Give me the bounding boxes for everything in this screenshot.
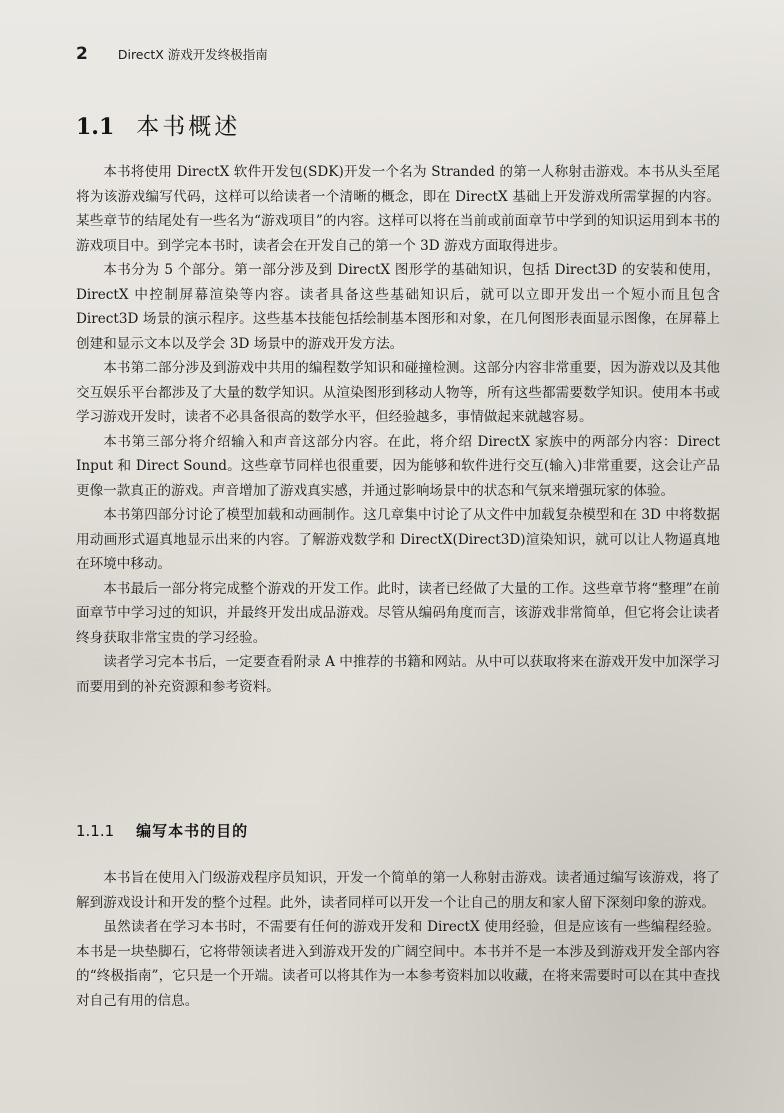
section-title: 本书概述 [136,114,241,140]
paragraph: 本书旨在使用入门级游戏程序员知识，开发一个简单的第一人称射击游戏。读者通过编写该游戏，将了解到游戏设计和开发的整个过程。此外，读者同样可以开发一个让自己的朋友和家人留下深刻印象的游戏。 [76,870,720,911]
section-body [76,160,720,699]
subsection-number: 1.1.1 [76,822,115,840]
page-number: 2 [76,44,88,64]
paragraph: 虽然读者在学习本书时，不需要有任何的游戏开发和 DirectX 使用经验，但是应该有一些编程经验。本书是一块垫脚石，它将带领读者进入到游戏开发的广阔空间中。本书并不是一本涉及到游戏开发全部内容的“终极指南”，它只是一个开端。读者可以将其作为一本参考资料加以收藏，在将来需要时可以在其中查找对自己有用的信息。 [76,919,720,1009]
section-heading [76,108,240,141]
subsection-heading [76,820,248,841]
paragraph: 本书将使用 DirectX 软件开发包(SDK)开发一个名为 Stranded 的第一人称射击游戏。本书从头至尾将为该游戏编写代码，这样可以给读者一个清晰的概念，即在 DirectX 基础上开发游戏所需掌握的内容。某些章节的结尾处有一些名为“游戏项目”的内容。这样可以将在当前或前面章节中学到的知识运用到本书的游戏项目中。到学完本书时，读者会在开发自己的第一个 3D 游戏方面取得进步。 [76,164,720,254]
running-head [76,44,268,64]
paragraph: 本书分为 5 个部分。第一部分涉及到 DirectX 图形学的基础知识，包括 Direct3D 的安装和使用，DirectX 中控制屏幕渲染等内容。读者具备这些基础知识后，就可以立即开发出一个短小而且包含 Direct3D 场景的演示程序。这些基本技能包括绘制基本图形和对象，在几何图形表面显示图像，在屏幕上创建和显示文本以及学会 3D 场景中的游戏开发方法。 [76,262,720,352]
subsection-body [76,866,720,1013]
section-number: 1.1 [76,114,115,140]
paragraph: 读者学习完本书后，一定要查看附录 A 中推荐的书籍和网站。从中可以获取将来在游戏开发中加深学习而要用到的补充资源和参考资料。 [76,654,720,695]
running-head-book-title: DirectX 游戏开发终极指南 [117,47,268,62]
subsection-title: 编写本书的目的 [136,822,249,840]
paragraph: 本书最后一部分将完成整个游戏的开发工作。此时，读者已经做了大量的工作。这些章节将“整理”在前面章节中学习过的知识，并最终开发出成品游戏。尽管从编码角度而言，该游戏非常简单，但它将会让读者终身获取非常宝贵的学习经验。 [76,580,720,646]
paragraph: 本书第四部分讨论了模型加载和动画制作。这几章集中讨论了从文件中加载复杂模型和在 3D 中将数据用动画形式逼真地显示出来的内容。了解游戏数学和 DirectX(Direct3D)渲染知识，就可以让人物逼真地在环境中移动。 [76,507,720,572]
paragraph: 本书第三部分将介绍输入和声音这部分内容。在此，将介绍 DirectX 家族中的两部分内容：Direct Input 和 Direct Sound。这些章节同样也很重要，因为能够和软件进行交互(输入)非常重要，这会让产品更像一款真正的游戏。声音增加了游戏真实感，并通过影响场景中的状态和气氛来增强玩家的体验。 [76,433,720,499]
paragraph: 本书第二部分涉及到游戏中共用的编程数学知识和碰撞检测。这部分内容非常重要，因为游戏以及其他交互娱乐平台都涉及了大量的数学知识。从渲染图形到移动人物等，所有这些都需要数学知识。使用本书或学习游戏开发时，读者不必具备很高的数学水平，但经验越多，事情做起来就越容易。 [76,360,720,425]
